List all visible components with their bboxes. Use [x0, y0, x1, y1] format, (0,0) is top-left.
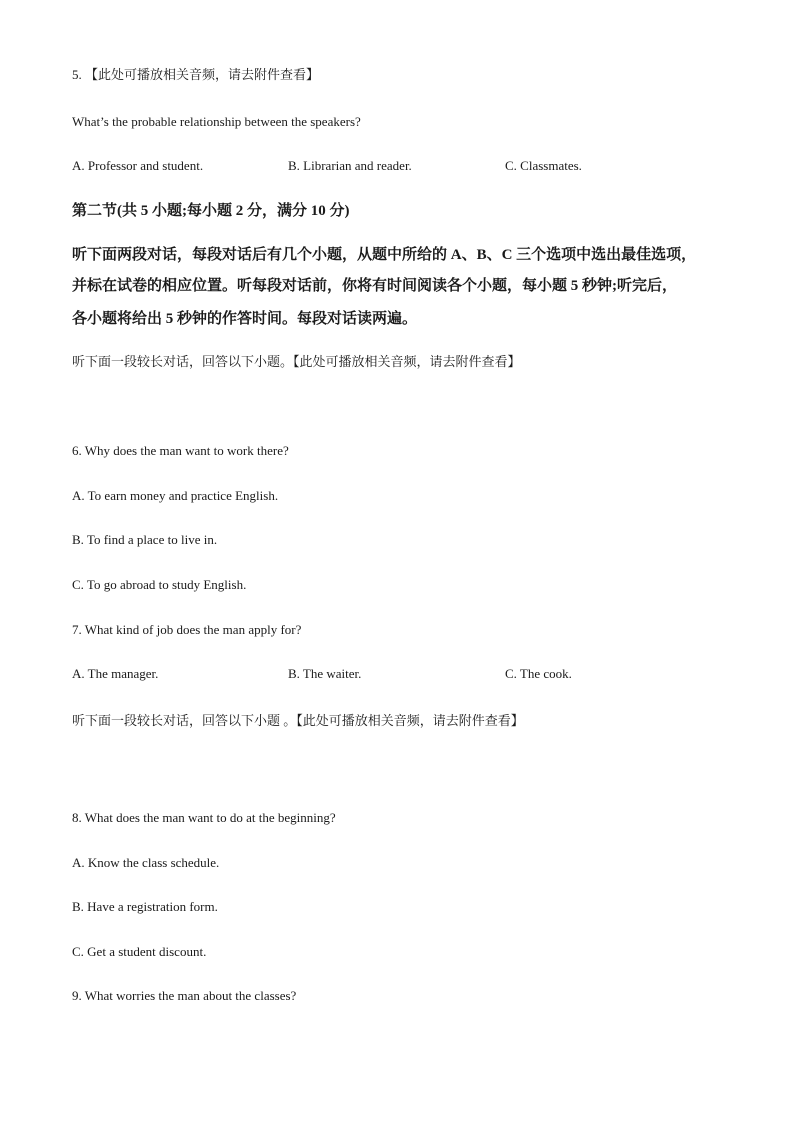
dialog-1-intro: 听下面一段较长对话，回答以下小题。【此处可播放相关音频，请去附件查看】: [72, 354, 521, 369]
q7-option-c: C. The cook.: [505, 666, 572, 681]
q8-option-a: A. Know the class schedule.: [72, 855, 220, 870]
q6-option-a: A. To earn money and practice English.: [72, 488, 279, 503]
q8-question: 8. What does the man want to do at the beginning?: [72, 810, 336, 825]
q5-question: What’s the probable relationship between the speakers?: [72, 114, 361, 129]
q5-option-a: A. Professor and student.: [72, 158, 204, 173]
q5-header: [72, 66, 319, 84]
q5-number: 5.: [72, 67, 85, 82]
section-2-instructions-line-2: 并标在试卷的相应位置。听每段对话前，你将有时间阅读各个小题，每小题 5 秒钟;听完后，: [72, 278, 677, 294]
q7-question: 7. What kind of job does the man apply for?: [72, 622, 302, 637]
q6-option-b: B. To find a place to live in.: [72, 532, 218, 547]
section-2-instructions-line-1: 听下面两段对话，每段对话后有几个小题，从题中所给的 A、B、C 三个选项中选出最佳选项，: [72, 247, 697, 263]
q5-audio-note: 【此处可播放相关音频，请去附件查看】: [85, 67, 320, 82]
q7-option-a: A. The manager.: [72, 666, 159, 681]
section-2-title: 第二节(共 5 小题;每小题 2 分，满分 10 分): [72, 203, 350, 219]
q8-option-b: B. Have a registration form.: [72, 899, 218, 914]
dialog-2-intro: 听下面一段较长对话，回答以下小题 。【此处可播放相关音频，请去附件查看】: [72, 713, 524, 728]
section-2-instructions-line-3: 各小题将给出 5 秒钟的作答时间。每段对话读两遍。: [72, 311, 418, 327]
q8-option-c: C. Get a student discount.: [72, 944, 207, 959]
q7-option-b: B. The waiter.: [288, 666, 362, 681]
q5-option-b: B. Librarian and reader.: [288, 158, 412, 173]
q5-option-c: C. Classmates.: [505, 158, 582, 173]
q9-question: 9. What worries the man about the classes?: [72, 988, 297, 1003]
q6-question: 6. Why does the man want to work there?: [72, 443, 289, 458]
q6-option-c: C. To go abroad to study English.: [72, 577, 247, 592]
